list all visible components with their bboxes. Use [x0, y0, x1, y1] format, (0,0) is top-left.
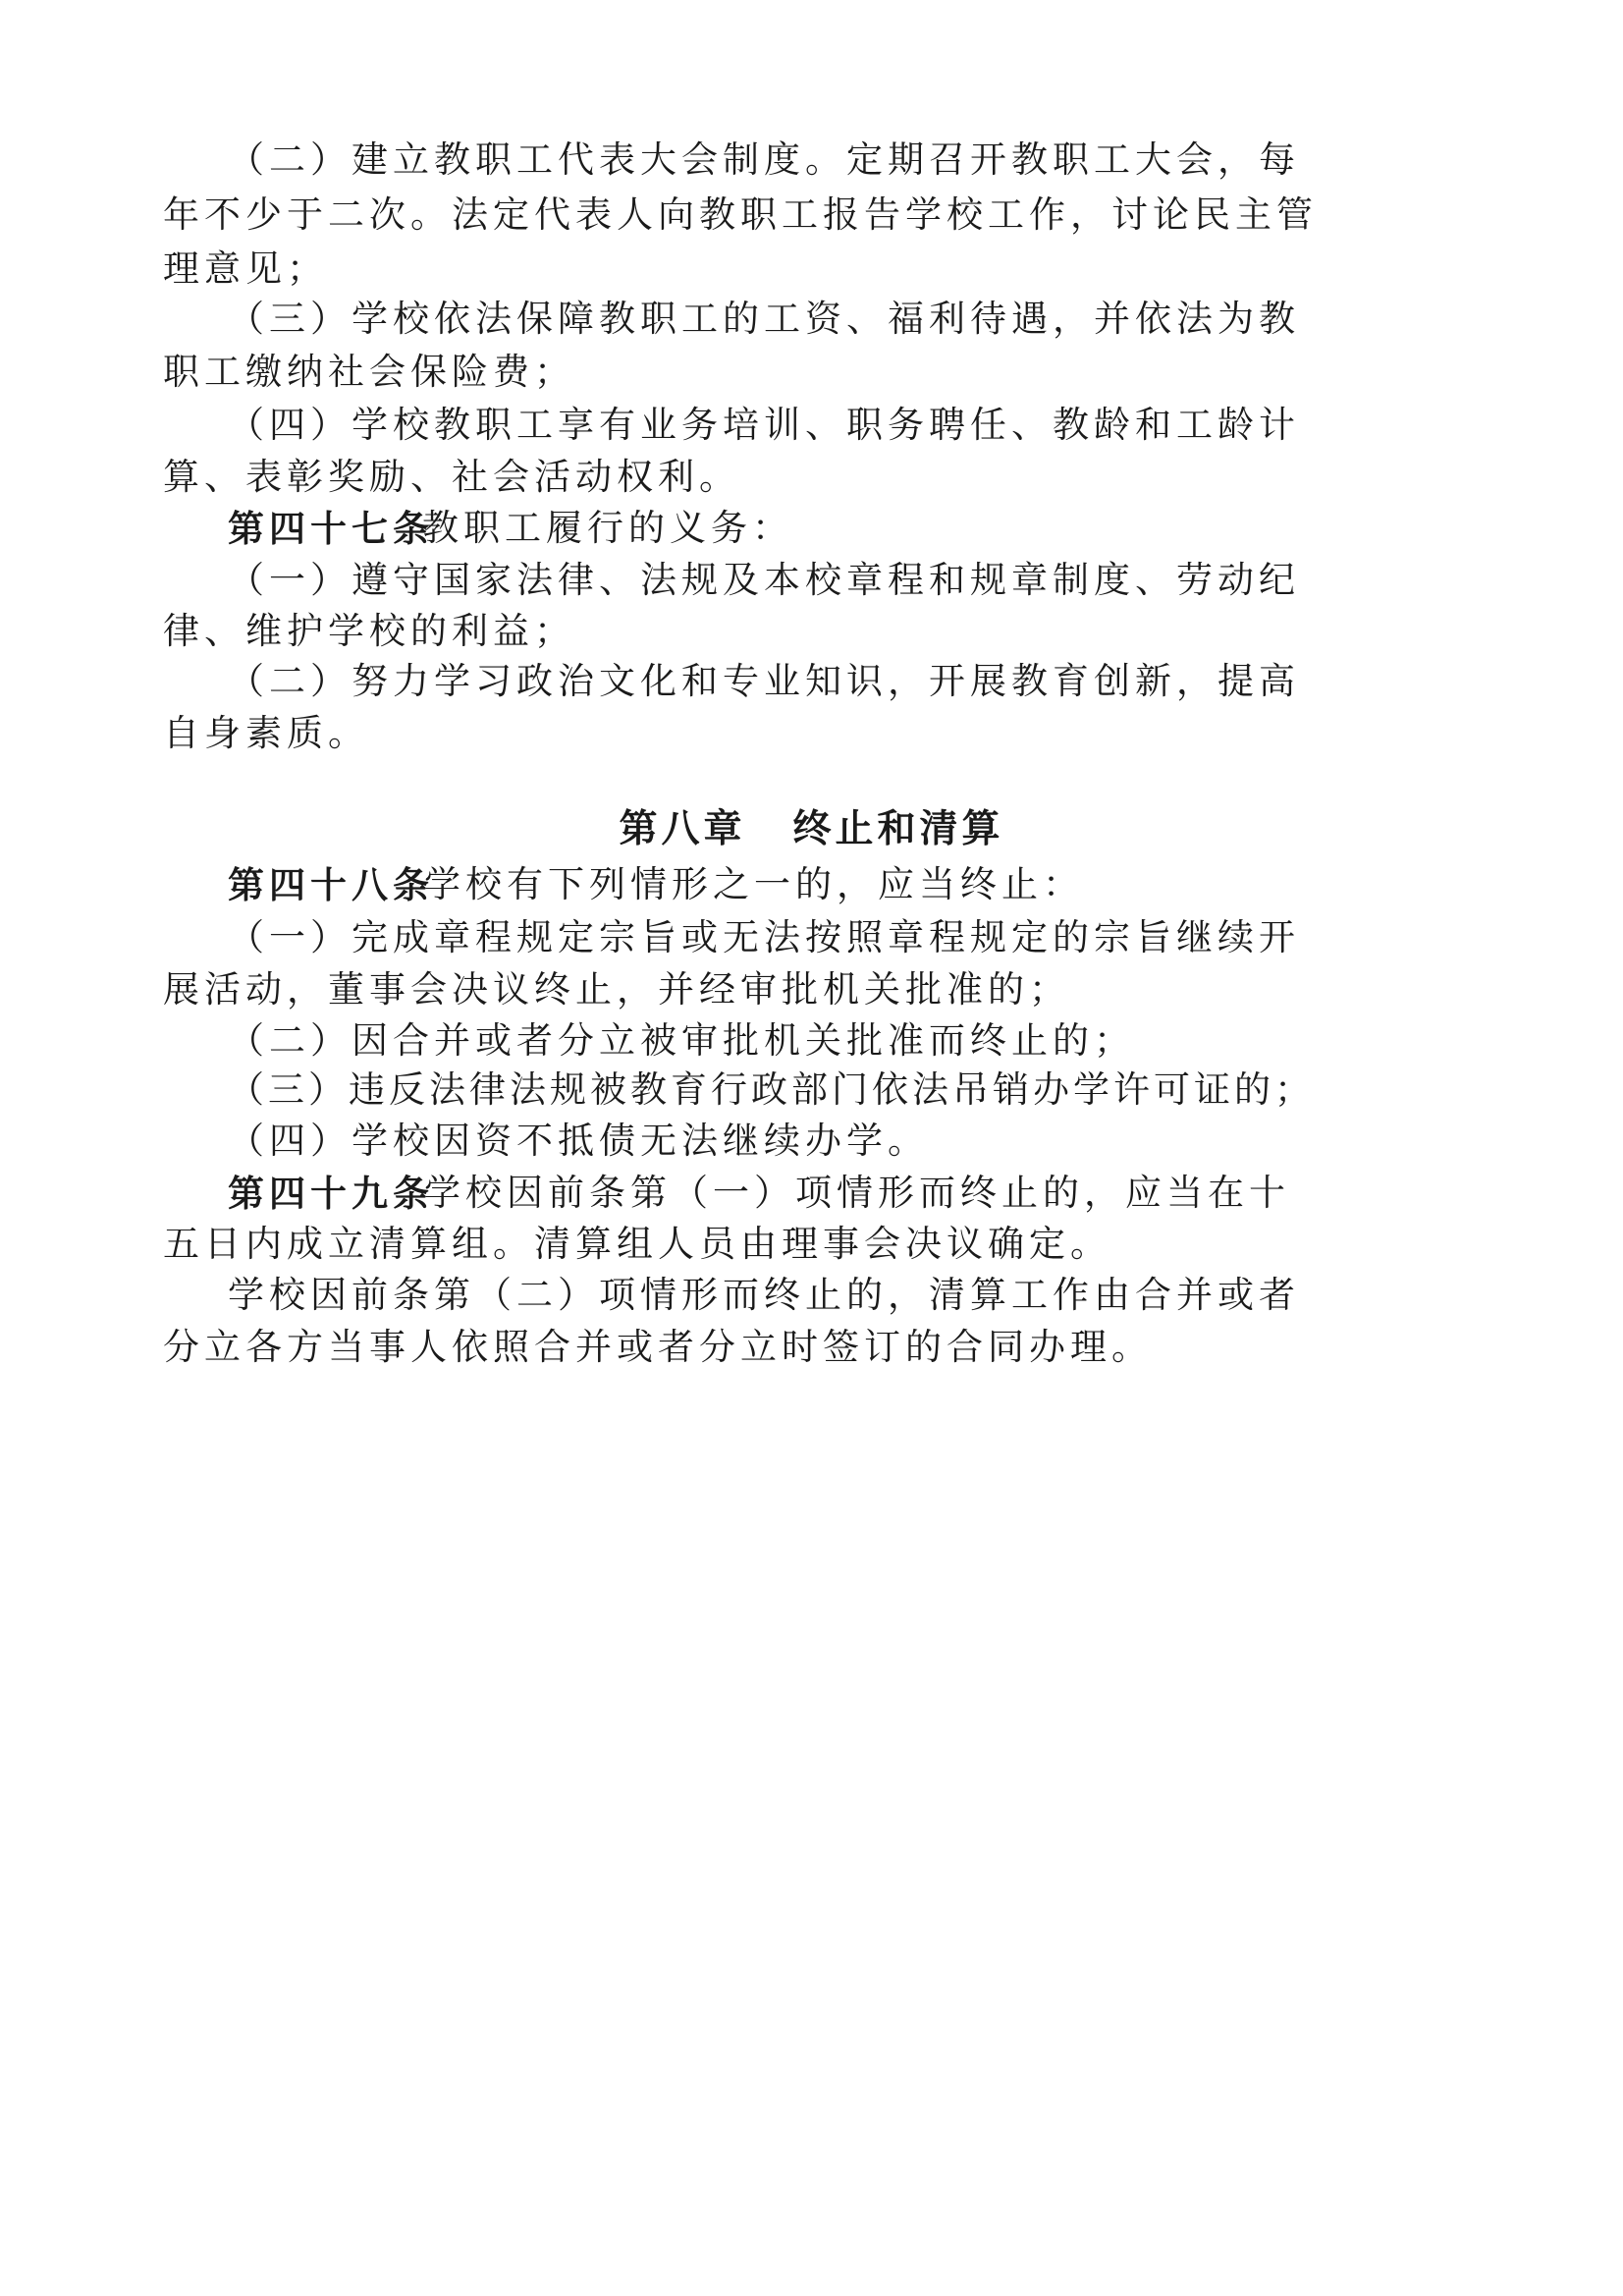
- text-segment: 分立各方当事人依照合并或者分立时签订的合同办理。: [163, 1326, 1153, 1368]
- text-segment: 学校因前条第（二）项情形而终止的，清算工作由合并或者: [228, 1274, 1300, 1316]
- chapter-title: 终止和清算: [792, 806, 1004, 851]
- text-segment: 年不少于二次。法定代表人向教职工报告学校工作，讨论民主管: [163, 193, 1318, 236]
- chapter-heading: [0, 803, 1623, 854]
- text-segment: （二）因合并或者分立被审批机关批准而终止的；: [228, 1019, 1135, 1062]
- text-segment: （三）违反法律法规被教育行政部门依法吊销办学许可证的；: [228, 1068, 1315, 1111]
- text-segment: 展活动，董事会决议终止，并经审批机关批准的；: [163, 968, 1070, 1011]
- text-segment: （四）学校因资不抵债无法继续办学。: [228, 1120, 929, 1162]
- text-segment: 五日内成立清算组。清算组人员由理事会决议确定。: [163, 1223, 1111, 1265]
- article-number: 第四十八条: [228, 863, 434, 906]
- article-number: 第四十九条: [228, 1172, 434, 1215]
- text-segment: （一）遵守国家法律、法规及本校章程和规章制度、劳动纪: [228, 559, 1300, 601]
- article-number: 第四十七条: [228, 507, 434, 550]
- text-segment: （四）学校教职工享有业务培训、职务聘任、教龄和工龄计: [228, 404, 1300, 446]
- text-segment: 理意见；: [163, 247, 328, 290]
- text-segment: （二）努力学习政治文化和专业知识，开展教育创新，提高: [228, 660, 1300, 702]
- text-segment: 算、表彰奖励、社会活动权利。: [163, 456, 740, 498]
- text-segment: （三）学校依法保障教职工的工资、福利待遇，并依法为教: [228, 298, 1300, 340]
- text-segment: 教职工履行的义务：: [422, 507, 793, 549]
- text-segment: （一）完成章程规定宗旨或无法按照章程规定的宗旨继续开: [228, 916, 1300, 958]
- text-segment: （二）建立教职工代表大会制度。定期召开教职工大会，每: [228, 138, 1300, 181]
- text-segment: 职工缴纳社会保险费；: [163, 351, 575, 393]
- text-segment: 学校有下列情形之一的，应当终止：: [424, 863, 1084, 905]
- chapter-number: 第八章: [619, 806, 746, 851]
- text-segment: 律、维护学校的利益；: [163, 610, 575, 652]
- text-segment: 学校因前条第（一）项情形而终止的，应当在十: [424, 1172, 1290, 1214]
- text-segment: 自身素质。: [163, 712, 369, 754]
